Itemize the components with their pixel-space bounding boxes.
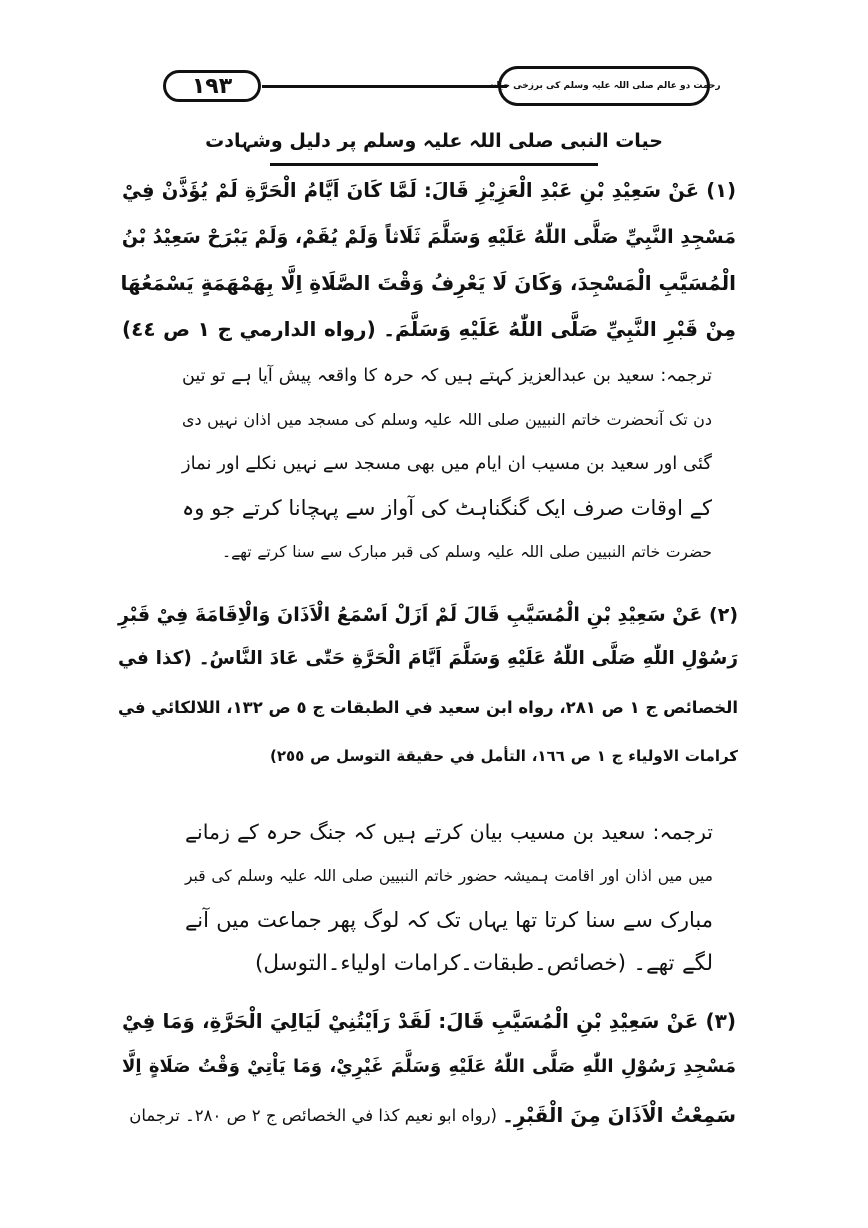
hadith-3-line-3: سَمِعْتُ الْاَذَانَ مِنَ الْقَبْرِ۔ [502, 1103, 736, 1127]
translation-1-line-3: گئی اور سعید بن مسیب ان ایام میں بھی مسجد سے نہیں نکلے اور نماز [181, 453, 712, 474]
translation-1-line-2: دن تک آنحضرت خاتم النبیین صلی اللہ علیہ وسلم کی مسجد میں اذان نہیں دی [182, 410, 712, 429]
translation-2-line-4: لگے تھے۔ (خصائص۔طبقات۔کرامات اولیاء۔التوسل) [255, 951, 713, 976]
translation-2-line-1: ترجمہ: سعید بن مسیب بیان کرتے ہیں کہ جنگ حرہ کے زمانے [185, 820, 713, 844]
page-heading: حیات النبی صلی اللہ علیہ وسلم پر دلیل وشہادت [205, 130, 663, 152]
header-rule [262, 85, 507, 88]
hadith-3-line-1: (۳) عَنْ سَعِيْدِ بْنِ الْمُسَيَّبِ قَالَ: لَقَدْ رَاَيْتُنِيْ لَيَالِيَ الْحَرَّةِ، وَمَا فِيْ [122, 1009, 736, 1033]
running-title: رحمت دو عالم صلی اللہ علیہ وسلم کی برزخی حیات [498, 66, 710, 106]
page-number: ۱۹۳ [163, 70, 261, 102]
hadith-1-line-4: مِنْ قَبْرِ النَّبِيِّ صَلَّى اللّٰهُ عَلَيْهِ وَسَلَّمَ۔ (رواه الدارمي ج ١ ص ٤٤) [122, 317, 736, 341]
hadith-2-line-1: (۲) عَنْ سَعِيْدِ بْنِ الْمُسَيَّبِ قَالَ لَمْ اَزَلْ اَسْمَعُ الْاَذَانَ وَالْاِقَامَةَ فِيْ قَبْرِ [118, 604, 738, 626]
hadith-3-reference: (رواه ابو نعيم كذا في الخصائص ج ٢ ص ٢٨٠۔ ترجمان [129, 1106, 497, 1125]
translation-1-line-5: حضرت خاتم النبیین صلی اللہ علیہ وسلم کی قبر مبارک سے سنا کرتے تھے۔ [222, 543, 712, 561]
hadith-2-line-2: رَسُوْلِ اللّٰهِ صَلَّى اللّٰهُ عَلَيْهِ وَسَلَّمَ اَيَّامَ الْحَرَّةِ حَتّٰى عَادَ النَّاسُ۔ (كذا في [118, 648, 738, 669]
hadith-1-line-1: (۱) عَنْ سَعِيْدِ بْنِ عَبْدِ الْعَزِيْزِ قَالَ: لَمَّا كَانَ اَيَّامُ الْحَرَّةِ لَمْ يُؤَذَّنْ فِيْ [122, 179, 736, 202]
hadith-2-reference-1: الخصائص ج ١ ص ٢٨١، رواه ابن سعيد في الطبقات ج ٥ ص ١٣٢، اللالكائي في [118, 698, 739, 717]
heading-underline [270, 163, 598, 166]
translation-1-line-1: ترجمہ: سعید بن عبدالعزیز کہتے ہیں کہ حرہ کا واقعہ پیش آیا ہے تو تین [182, 366, 712, 386]
translation-2-line-3: مبارک سے سنا کرتا تھا یہاں تک کہ لوگ پھر جماعت میں آنے [185, 908, 713, 932]
hadith-1-line-2: مَسْجِدِ النَّبِيِّ صَلَّى اللّٰهُ عَلَيْهِ وَسَلَّمَ ثَلَاثاً وَلَمْ يُقَمْ، وَلَمْ يَبْرَحْ سَعِيْدُ بْنُ [121, 226, 736, 248]
hadith-3-line-2: مَسْجِدِ رَسُوْلِ اللّٰهِ صَلَّى اللّٰهُ عَلَيْهِ وَسَلَّمَ غَيْرِيْ، وَمَا يَاْتِيْ وَقْتُ صَلَاةٍ اِلَّا [122, 1056, 736, 1077]
hadith-1-line-3: الْمُسَيَّبِ الْمَسْجِدَ، وَكَانَ لَا يَعْرِفُ وَقْتَ الصَّلَاةِ اِلَّا بِهَمْهَمَةٍ يَسْمَعُهَا [120, 271, 736, 295]
translation-2-line-2: میں میں اذان اور اقامت ہمیشہ حضور خاتم النبیین صلی اللہ علیہ وسلم کی قبر [185, 867, 713, 885]
translation-1-line-4: کے اوقات صرف ایک گنگناہٹ کی آواز سے پہچانا کرتے جو وہ [182, 496, 712, 520]
hadith-2-reference-2: كرامات الاولياء ج ١ ص ١٦٦، التأمل في حقيقة التوسل ص ٢٥٥) [270, 747, 739, 765]
